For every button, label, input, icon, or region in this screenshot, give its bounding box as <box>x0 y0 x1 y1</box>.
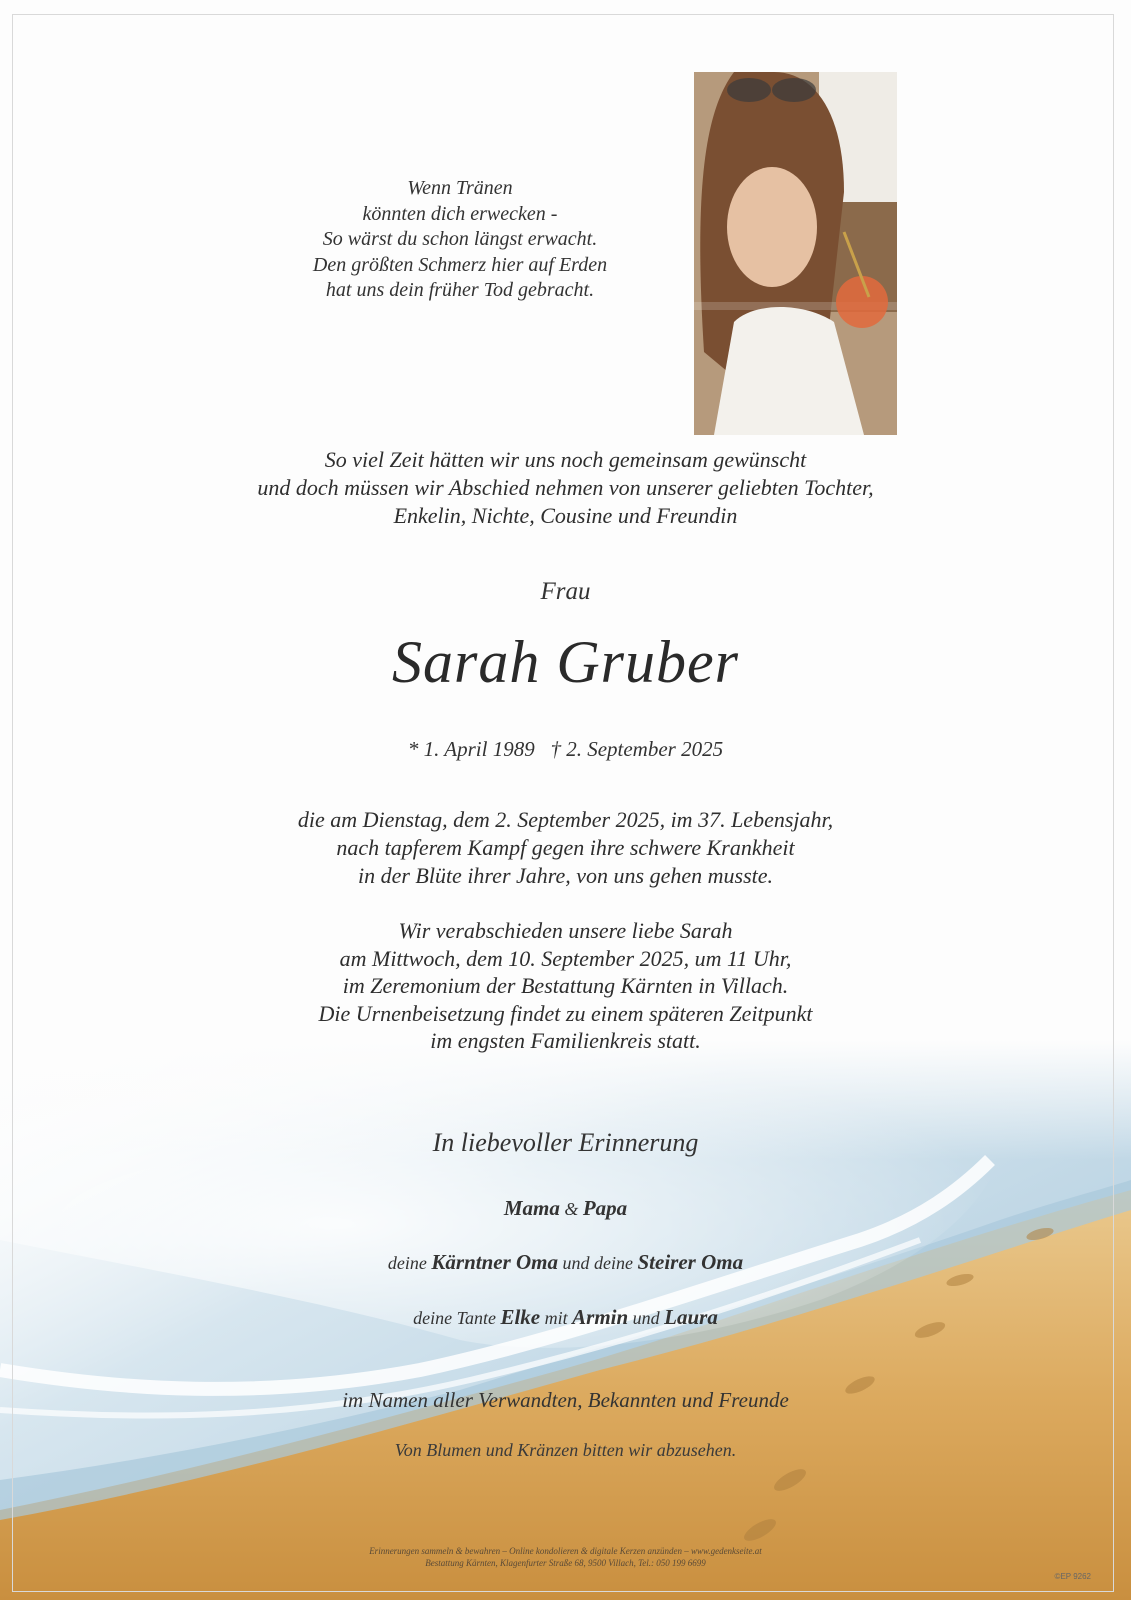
mourner-name: Kärntner Oma <box>431 1250 559 1274</box>
mourner-connector: deine Tante <box>413 1308 501 1328</box>
intro-block <box>0 446 1131 530</box>
memory-title: In liebevoller Erinnerung <box>432 1128 699 1157</box>
mourner-connector: und <box>628 1308 665 1328</box>
intro-line: So viel Zeit hätten wir uns noch gemeinsam gewünscht <box>324 447 807 472</box>
mourner-name: Papa <box>582 1196 628 1220</box>
service-info-line: am Mittwoch, dem 10. September 2025, um 11 Uhr, <box>339 945 792 971</box>
death-notice-line: nach tapferem Kampf gegen ihre schwere Krankheit <box>336 835 795 860</box>
mourner-line-aunt <box>0 1305 1131 1330</box>
footer-line: Bestattung Kärnten, Klagenfurter Straße 68, 9500 Villach, Tel.: 050 199 6699 <box>425 1558 706 1568</box>
flowers-note: Von Blumen und Kränzen bitten wir abzusehen. <box>394 1440 737 1460</box>
mourner-name: Laura <box>664 1305 718 1329</box>
mourner-connector: mit <box>540 1308 573 1328</box>
mourner-name: Steirer Oma <box>637 1250 744 1274</box>
service-info-block <box>0 917 1131 1055</box>
poem-line: So wärst du schon längst erwacht. <box>322 228 598 250</box>
mourner-connector: deine <box>387 1253 432 1273</box>
portrait-photo <box>694 72 897 435</box>
document-code: ©EP 9262 <box>1054 1572 1091 1581</box>
poem-line: Den größten Schmerz hier auf Erden <box>312 253 608 276</box>
footer-block <box>0 1545 1131 1569</box>
service-info-line: im Zeremonium der Bestattung Kärnten in Villach. <box>342 973 789 998</box>
closing-line: im Namen aller Verwandten, Bekannten und Freunde <box>342 1388 789 1412</box>
honorific: Frau <box>540 578 591 605</box>
service-info-line: Die Urnenbeisetzung findet zu einem späteren Zeitpunkt <box>318 1000 813 1026</box>
life-dates: * 1. April 1989 † 2. September 2025 <box>407 737 724 761</box>
mourner-name: Elke <box>500 1305 541 1329</box>
mourner-name: Mama <box>503 1196 560 1220</box>
footer-line: Erinnerungen sammeln & bewahren – Online kondolieren & digitale Kerzen anzünden – www.gedenkseite.at <box>369 1546 762 1556</box>
death-notice-line: die am Dienstag, dem 2. September 2025, im 37. Lebensjahr, <box>297 807 834 832</box>
poem-line: Wenn Tränen <box>407 177 513 199</box>
mourner-line-grandmothers <box>0 1250 1131 1275</box>
poem-line: hat uns dein früher Tod gebracht. <box>325 279 595 301</box>
service-info-line: Wir verabschieden unsere liebe Sarah <box>398 918 733 943</box>
poem-line: könnten dich erwecken - <box>362 202 558 225</box>
death-notice-block <box>0 806 1131 890</box>
mourner-connector: & <box>559 1199 583 1219</box>
intro-line: Enkelin, Nichte, Cousine und Freundin <box>393 503 738 528</box>
death-notice-line: in der Blüte ihrer Jahre, von uns gehen musste. <box>357 863 774 888</box>
mourner-name: Armin <box>572 1305 629 1329</box>
poem-block <box>250 176 670 304</box>
mourner-line-parents <box>0 1196 1131 1221</box>
mourner-connector: und deine <box>558 1253 638 1273</box>
service-info-line: im engsten Familienkreis statt. <box>430 1028 701 1053</box>
deceased-name: Sarah Gruber <box>391 629 739 695</box>
intro-line: und doch müssen wir Abschied nehmen von unserer geliebten Tochter, <box>257 475 874 500</box>
